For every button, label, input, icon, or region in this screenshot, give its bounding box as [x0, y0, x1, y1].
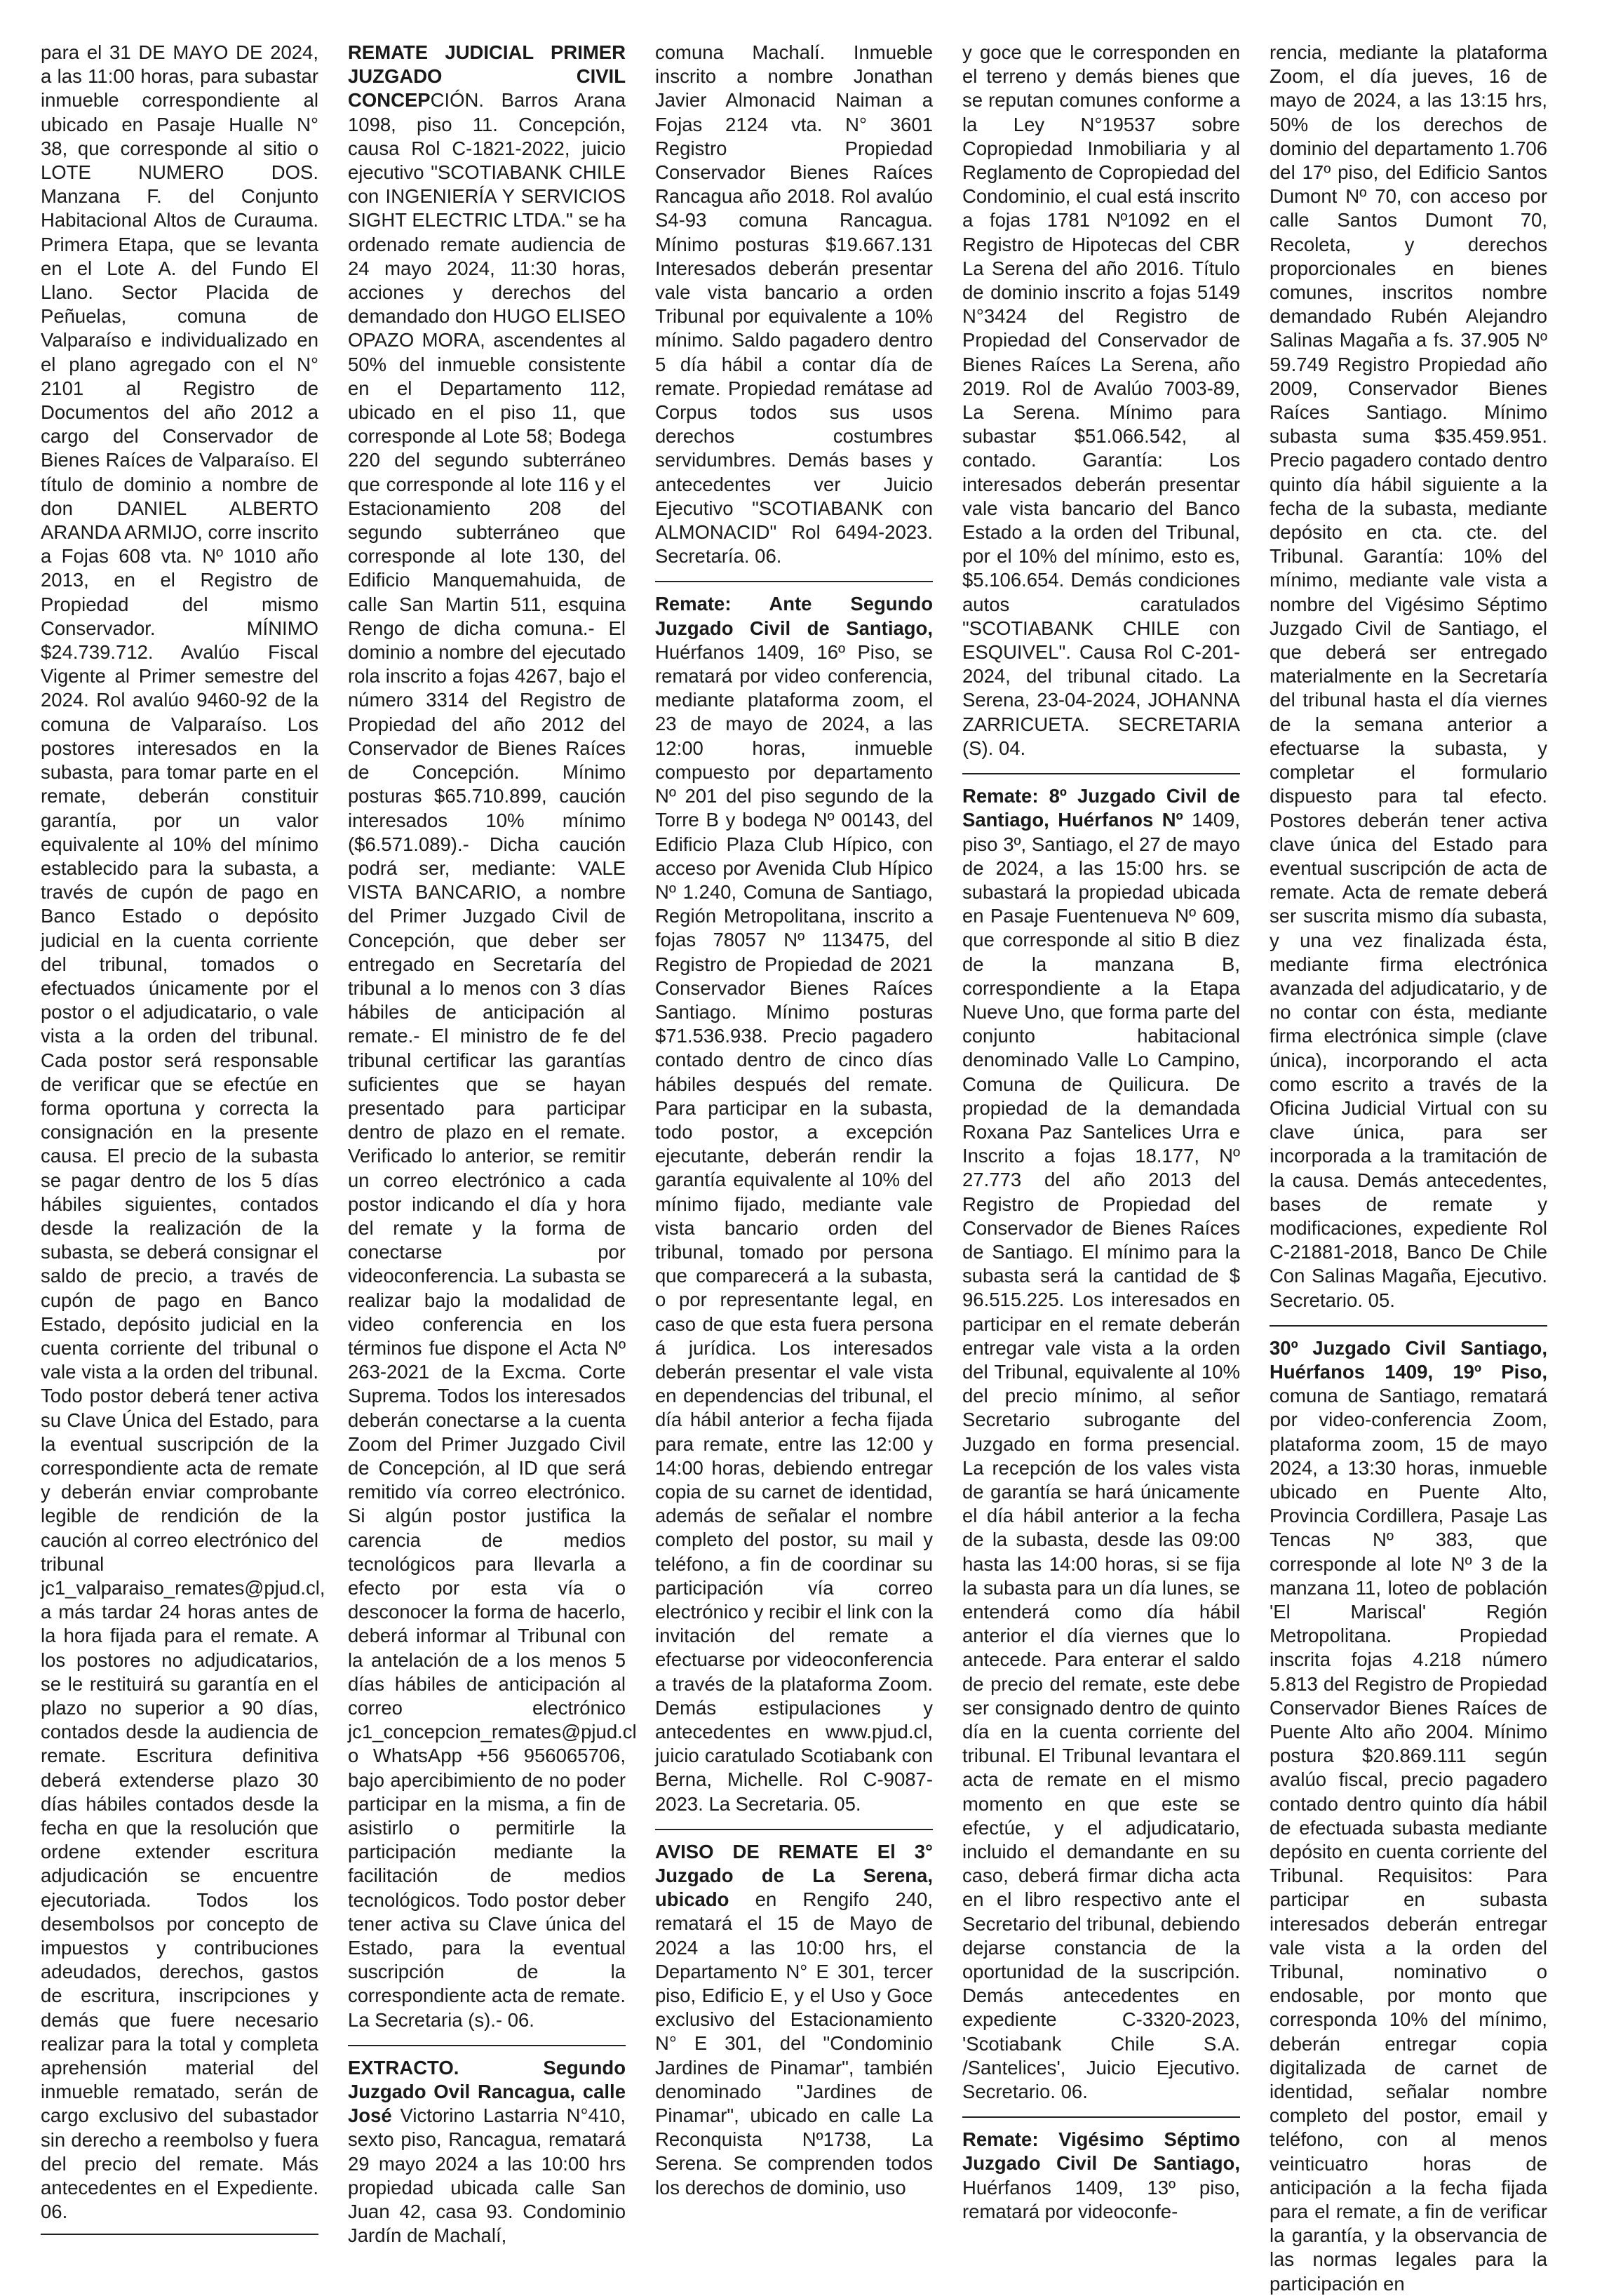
notice-divider	[1270, 1325, 1547, 1327]
notice-octavo-juzgado	[962, 784, 1240, 2104]
notice-divider	[655, 1829, 933, 1830]
notice-columns	[41, 41, 1568, 2295]
notice-divider	[348, 2045, 626, 2046]
notice-heading: Remate: Vigésimo Séptimo Juzgado Civil De Santiago,	[962, 2128, 1240, 2175]
column-4	[962, 41, 1240, 2243]
notice-body: en Rengifo 240, rematará el 15 de Mayo de 2024 a las 10:00 hrs, el Departamento N° E 301, tercer piso, Edificio E, y el Uso y Goce exclusivo del Estacionamiento N° E 301, del "Condominio Jardines de Pinamar", también denominado "Jardines de Pinamar", ubicado en calle La Reconquista Nº1738, La Serena. Se comprenden todos los derechos de dominio, uso	[655, 1888, 933, 2198]
notice-body: Victorino Lastarria N°410, sexto piso, Rancagua, rematará 29 mayo 2024 a las 10:00 hrs propiedad ubicada calle San Juan 42, casa 93. Condominio Jardín de Machalí,	[348, 2104, 626, 2247]
notice-body: comuna Machalí. Inmueble inscrito a nombre Jonathan Javier Almonacid Naiman a Fojas 2124 vta. N° 3601 Registro Propiedad Conservador Bienes Raíces Rancagua año 2018. Rol avalúo S4-93 comuna Rancagua. Mínimo posturas $19.667.131 Interesados deberán presentar vale vista bancario a orden Tribunal por equivalente a 10% mínimo. Saldo pagadero dentro 5 día hábil a contar día de remate. Propiedad remátase ad Corpus todos sus usos derechos costumbres servidumbres. Demás bases y antecedentes ver Juicio Ejecutivo "SCOTIABANK con ALMONACID" Rol 6494-2023. Secretaría. 06.	[655, 41, 933, 568]
notice-heading: AVISO DE REMATE El 3° Juzgado de La Serena, ubicado	[655, 1840, 933, 1911]
notice-body: rencia, mediante la plataforma Zoom, el día jueves, 16 de mayo de 2024, a las 13:15 hrs, 50% de los derechos de dominio del departamento 1.706 del 17º piso, del Edificio Santos Dumont Nº 70, con acceso por calle Santos Dumont 70, Recoleta, y derechos proporcionales en bienes comunes, inscritos nombre demandado Rubén Alejandro Salinas Magaña a fs. 37.905 Nº 59.749 Registro Propiedad año 2009, Conservador Bienes Raíces Santiago. Mínimo subasta suma $35.459.951. Precio pagadero contado dentro quinto día hábil siguiente a la fecha de la subasta, mediante depósito en cta. cte. del Tribunal. Garantía: 10% del mínimo, mediante vale vista a nombre del Vigésimo Séptimo Juzgado Civil de Santiago, el que deberá ser entregado materialmente en la Secretaría del tribunal hasta el día viernes de la semana anterior a efectuarse la subasta, y completar el formulario dispuesto para tal efecto. Postores deberán tener activa clave única del Estado para eventual suscripción de acta de remate. Acta de remate deberá ser suscrita mismo día subasta, y una vez finalizada ésta, mediante firma electrónica avanzada del adjudicatario, y de no contar con ésta, mediante firma electrónica simple (clave única), incorporando el acta como escrito a través de la Oficina Judicial Virtual con su clave única, para ser incorporada a la tramitación de la causa. Demás antecedentes, bases de remate y modificaciones, expediente Rol C-21881-2018, Banco De Chile Con Salinas Magaña, Ejecutivo. Secretario. 05.	[1270, 41, 1547, 1311]
notice-continuation	[962, 41, 1240, 760]
notice-heading: EXTRACTO. Segundo Juzgado Ovil Rancagua, calle José	[348, 2056, 626, 2127]
notice-body: 1409, piso 3º, Santiago, el 27 de mayo de 2024, a las 15:00 hrs. se subastará la propiedad ubicada en Pasaje Fuentenueva Nº 609, que corresponde al sitio B diez de la manzana B, correspondiente a la Etapa Nueve Uno, que forma parte del conjunto habitacional denominado Valle Lo Campino, Comuna de Quilicura. De propiedad de la demandada Roxana Paz Santelices Urra e Inscrito a fojas 18.177, Nº 27.773 del año 2013 del Registro de Propiedad del Conservador de Bienes Raíces de Santiago. El mínimo para la subasta será la cantidad de $ 96.515.225. Los interesados en participar en el remate deberán entregar vale vista a la orden del Tribunal, equivalente al 10% del precio mínimo, al señor Secretario subrogante del Juzgado en forma presencial. La recepción de los vales vista de garantía se hará únicamente el día hábil anterior a la fecha de la subasta, desde las 09:00 hasta las 14:00 horas, si se fija la subasta para un día lunes, se entenderá como día hábil anterior el día viernes que lo antecede. Para enterar el saldo de precio del remate, este debe ser consignado dentro de quinto día en la cuenta corriente del tribunal. El Tribunal levantara el acta de remate en el mismo momento en que este se efectúe, y el adjudicatario, incluido el demandante en su caso, deberá firmar dicha acta en el libro respectivo ante el Secretario del tribunal, debiendo dejarse constancia de la oportunidad de la suscripción. Demás antecedentes en expediente C-3320-2023, 'Scotiabank Chile S.A. /Santelices', Juicio Ejecutivo. Secretario. 06.	[962, 809, 1240, 2103]
notice-divider	[655, 581, 933, 582]
notice-divider	[962, 2116, 1240, 2118]
notice-vigesimo-septimo	[962, 2128, 1240, 2224]
notice-segundo-juzgado-santiago	[655, 592, 933, 1815]
column-3	[655, 41, 933, 2243]
notice-body: Huérfanos 1409, 13º piso, rematará por videoconfe-	[962, 2176, 1240, 2222]
notice-heading: Remate: Ante Segundo Juzgado Civil de Santiago,	[655, 593, 933, 639]
notice-continuation	[655, 41, 933, 568]
notice-concepcion	[348, 41, 637, 2032]
notice-heading: Remate: 8º Juzgado Civil de Santiago, Huérfanos Nº	[962, 785, 1240, 831]
notice-continuation	[1270, 41, 1547, 1313]
notice-trigesimo-juzgado	[1270, 1336, 1547, 2296]
notice-body: y goce que le corresponden en el terreno y demás bienes que se reputan comunes conforme a la Ley N°19537 sobre Copropiedad Inmobiliaria y al Reglamento de Copropiedad del Condominio, el cual está inscrito a fojas 1781 Nº1092 en el Registro de Hipotecas del CBR La Serena del año 2016. Título de dominio inscrito a fojas 5149 N°3424 del Registro de Propiedad del Conservador de Bienes Raíces La Serena, año 2019. Rol de Avalúo 7003-89, La Serena. Mínimo para subastar $51.066.542, al contado. Garantía: Los interesados deberán presentar vale vista bancario del Banco Estado a la orden del Tribunal, por el 10% del mínimo, esto es, $5.106.654. Demás condiciones autos caratulados "SCOTIABANK CHILE con ESQUIVEL". Causa Rol C-201-2024, del tribunal citado. La Serena, 23-04-2024, JOHANNA ZARRICUETA. SECRETARIA (S). 04.	[962, 41, 1240, 759]
notice-body: para el 31 DE MAYO DE 2024, a las 11:00 horas, para subastar inmueble correspondiente al ubicado en Pasaje Hualle N° 38, que corresponde al sitio o LOTE NUMERO DOS. Manzana F. del Conjunto Habitacional Altos de Curauma. Primera Etapa, que se levanta en el Lote A. del Fundo El Llano. Sector Placida de Peñuelas, comuna de Valparaíso e individualizado en el plano agregado con el N° 2101 al Registro de Documentos del año 2012 a cargo del Conservador de Bienes Raíces de Valparaíso. El título de dominio a nombre de don DANIEL ALBERTO ARANDA ARMIJO, corre inscrito a Fojas 608 vta. Nº 1010 año 2013, en el Registro de Propiedad del mismo Conservador. MÍNIMO $24.739.712. Avalúo Fiscal Vigente al Primer semestre del 2024. Rol avalúo 9460-92 de la comuna de Valparaíso. Los postores interesados en la subasta, para tomar parte en el remate, deberán constituir garantía, por un valor equivalente al 10% del mínimo establecido para la subasta, a través de cupón de pago en Banco Estado o depósito judicial en la cuenta corriente del tribunal, tomados o efectuados únicamente por el postor o el adjudicatario, o vale vista a la orden del tribunal. Cada postor será responsable de verificar que se efectúe en forma oportuna y correcta la consignación en la presente causa. El precio de la subasta se pagar dentro de los 5 días hábiles siguientes, contados desde la realización de la subasta, se deberá consignar el saldo de precio, a través de cupón de pago en Banco Estado, depósito judicial en la cuenta corriente del tribunal o vale vista a la orden del tribunal. Todo postor deberá tener activa su Clave Única del Estado, para la eventual suscripción de la correspondiente acta de remate y deberán enviar comprobante legible de rendición de la caución al correo electrónico del tribunal jc1_valparaiso_remates@pjud.cl, a más tardar 24 horas antes de la hora fijada para el remate. A los postores no adjudicatarios, se le restituirá su garantía en el plazo no superior a 90 días, contados desde la audiencia de remate. Escritura definitiva deberá extenderse plazo 30 días hábiles contados desde la fecha en que la resolución que ordene extender escritura adjudicación se encuentre ejecutoriada. Todos los desembolsos por concepto de impuestos y contribuciones adeudados, derechos, gastos de escritura, inscripciones y demás que fuere necesario realizar para la total y completa aprehensión material del inmueble rematado, serán de cargo exclusivo del subastador sin derecho a reembolso y fuera del precio del remate. Más antecedentes en el Expediente. 06.	[41, 41, 325, 2223]
notice-divider	[962, 773, 1240, 774]
notice-rancagua	[348, 2056, 626, 2248]
notice-la-serena	[655, 1840, 933, 2200]
notice-body: comuna de Santiago, rematará por video-conferencia Zoom, plataforma zoom, 15 de mayo 2024, a 13:30 horas, inmueble ubicado en Puente Alto, Provincia Cordillera, Pasaje Las Tencas Nº 383, que corresponde al lote Nº 3 de la manzana 11, loteo de población 'El Mariscal' Región Metropolitana. Propiedad inscrita fojas 4.218 número 5.813 del Registro de Propiedad Conservador Bienes Raíces de Puente Alto año 2004. Mínimo postura $20.869.111 según avalúo fiscal, precio pagadero contado dentro quinto día hábil de efectuada subasta mediante depósito en cuenta corriente del Tribunal. Requisitos: Para participar en subasta interesados deberán entregar vale vista a la orden del Tribunal, nominativo o endosable, por monto que corresponda 10% del mínimo, deberán entregar copia digitalizada de carnet de identidad, señalar nombre completo del postor, email y teléfono, con al menos veinticuatro horas de anticipación a la fecha fijada para el remate, a fin de verificar la garantía, y la observancia de las normas legales para la participación en	[1270, 1385, 1547, 2295]
notice-body: CIÓN. Barros Arana 1098, piso 11. Concepción, causa Rol C-1821-2022, juicio ejecutivo "SCOTIABANK CHILE con INGENIERÍA Y SERVICIOS SIGHT ELECTRIC LTDA." se ha ordenado remate audiencia de 24 mayo 2024, 11:30 horas, acciones y derechos del demandado don HUGO ELISEO OPAZO MORA, ascendentes al 50% del inmueble consistente en el Departamento 112, ubicado en el piso 11, que corresponde al Lote 58; Bodega 220 del segundo subterráneo que corresponde al lote 116 y el Estacionamiento 208 del segundo subterráneo que corresponde al lote 130, del Edificio Manquemahuida, de calle San Martin 511, esquina Rengo de dicha comuna.- El dominio a nombre del ejecutado rola inscrito a fojas 4267, bajo el número 3314 del Registro de Propiedad del año 2012 del Conservador de Bienes Raíces de Concepción. Mínimo posturas $65.710.899, caución interesados 10% mínimo ($6.571.089).- Dicha caución podrá ser, mediante: VALE VISTA BANCARIO, a nombre del Primer Juzgado Civil de Concepción, que deber ser entregado en Secretaría del tribunal a lo menos con 3 días hábiles de anticipación al remate.- El ministro de fe del tribunal certificar las garantías suficientes que se hayan presentado para participar dentro de plazo en el remate. Verificado lo anterior, se remitir un correo electrónico a cada postor indicando el día y hora del remate y la forma de conectarse por videoconferencia. La subasta se realizar bajo la modalidad de video conferencia en los términos fue dispone el Acta Nº 263-2021 de la Excma. Corte Suprema. Todos los interesados deberán conectarse a la cuenta Zoom del Primer Juzgado Civil de Concepción, al ID que será remitido vía correo electrónico. Si algún postor justifica la carencia de medios tecnológicos para llevarla a efecto por esta vía o desconocer la forma de hacerlo, deberá informar al Tribunal con la antelación de a los menos 5 días hábiles de anticipación al correo electrónico jc1_concepcion_remates@pjud.cl o WhatsApp +56 956065706, bajo apercibimiento de no poder participar en la misma, a fin de asistirlo o permitirle la participación mediante la facilitación de medios tecnológicos. Todo postor deber tener activa su Clave única del Estado, para la eventual suscripción de la correspondiente acta de remate. La Secretaria (s).- 06.	[348, 89, 637, 2031]
notice-continuation	[41, 41, 325, 2224]
notice-heading: REMATE JUDICIAL PRIMER JUZGADO CIVIL CONCEP	[348, 41, 626, 112]
notice-body: Huérfanos 1409, 16º Piso, se rematará por video conferencia, mediante plataforma zoom, el 23 de mayo de 2024, a las 12:00 horas, inmueble compuesto por departamento Nº 201 del piso segundo de la Torre B y bodega Nº 00143, del Edificio Plaza Club Hípico, con acceso por Avenida Club Hípico Nº 1.240, Comuna de Santiago, Región Metropolitana, inscrito a fojas 78057 Nº 113475, del Registro de Propiedad de 2021 Conservador Bienes Raíces Santiago. Mínimo posturas $71.536.938. Precio pagadero contado dentro de cinco días hábiles después del remate. Para participar en la subasta, todo postor, a excepción ejecutante, deberán rendir la garantía equivalente al 10% del mínimo fijado, mediante vale vista bancario orden del tribunal, tomado por persona que comparecerá a la subasta, o por representante legal, en caso de que esta fuera persona á jurídica. Los interesados deberán presentar el vale vista en dependencias del tribunal, el día hábil anterior a fecha fijada para remate, entre las 12:00 y 14:00 horas, debiendo entregar copia de su carnet de identidad, además de señalar el nombre completo del postor, su mail y teléfono, a fin de coordinar su participación vía correo electrónico y recibir el link con la invitación del remate a efectuarse por videoconferencia a través de la plataforma Zoom. Demás estipulaciones y antecedentes en www.pjud.cl, juicio caratulado Scotiabank con Berna, Michelle. Rol C-9087-2023. La Secretaria. 05.	[655, 640, 933, 1815]
column-2	[348, 41, 637, 2247]
notice-heading: 30º Juzgado Civil Santiago, Huérfanos 1409, 19º Piso,	[1270, 1336, 1547, 1383]
column-1	[41, 41, 325, 2243]
column-5	[1270, 41, 1547, 2295]
column-divider	[41, 2234, 318, 2235]
